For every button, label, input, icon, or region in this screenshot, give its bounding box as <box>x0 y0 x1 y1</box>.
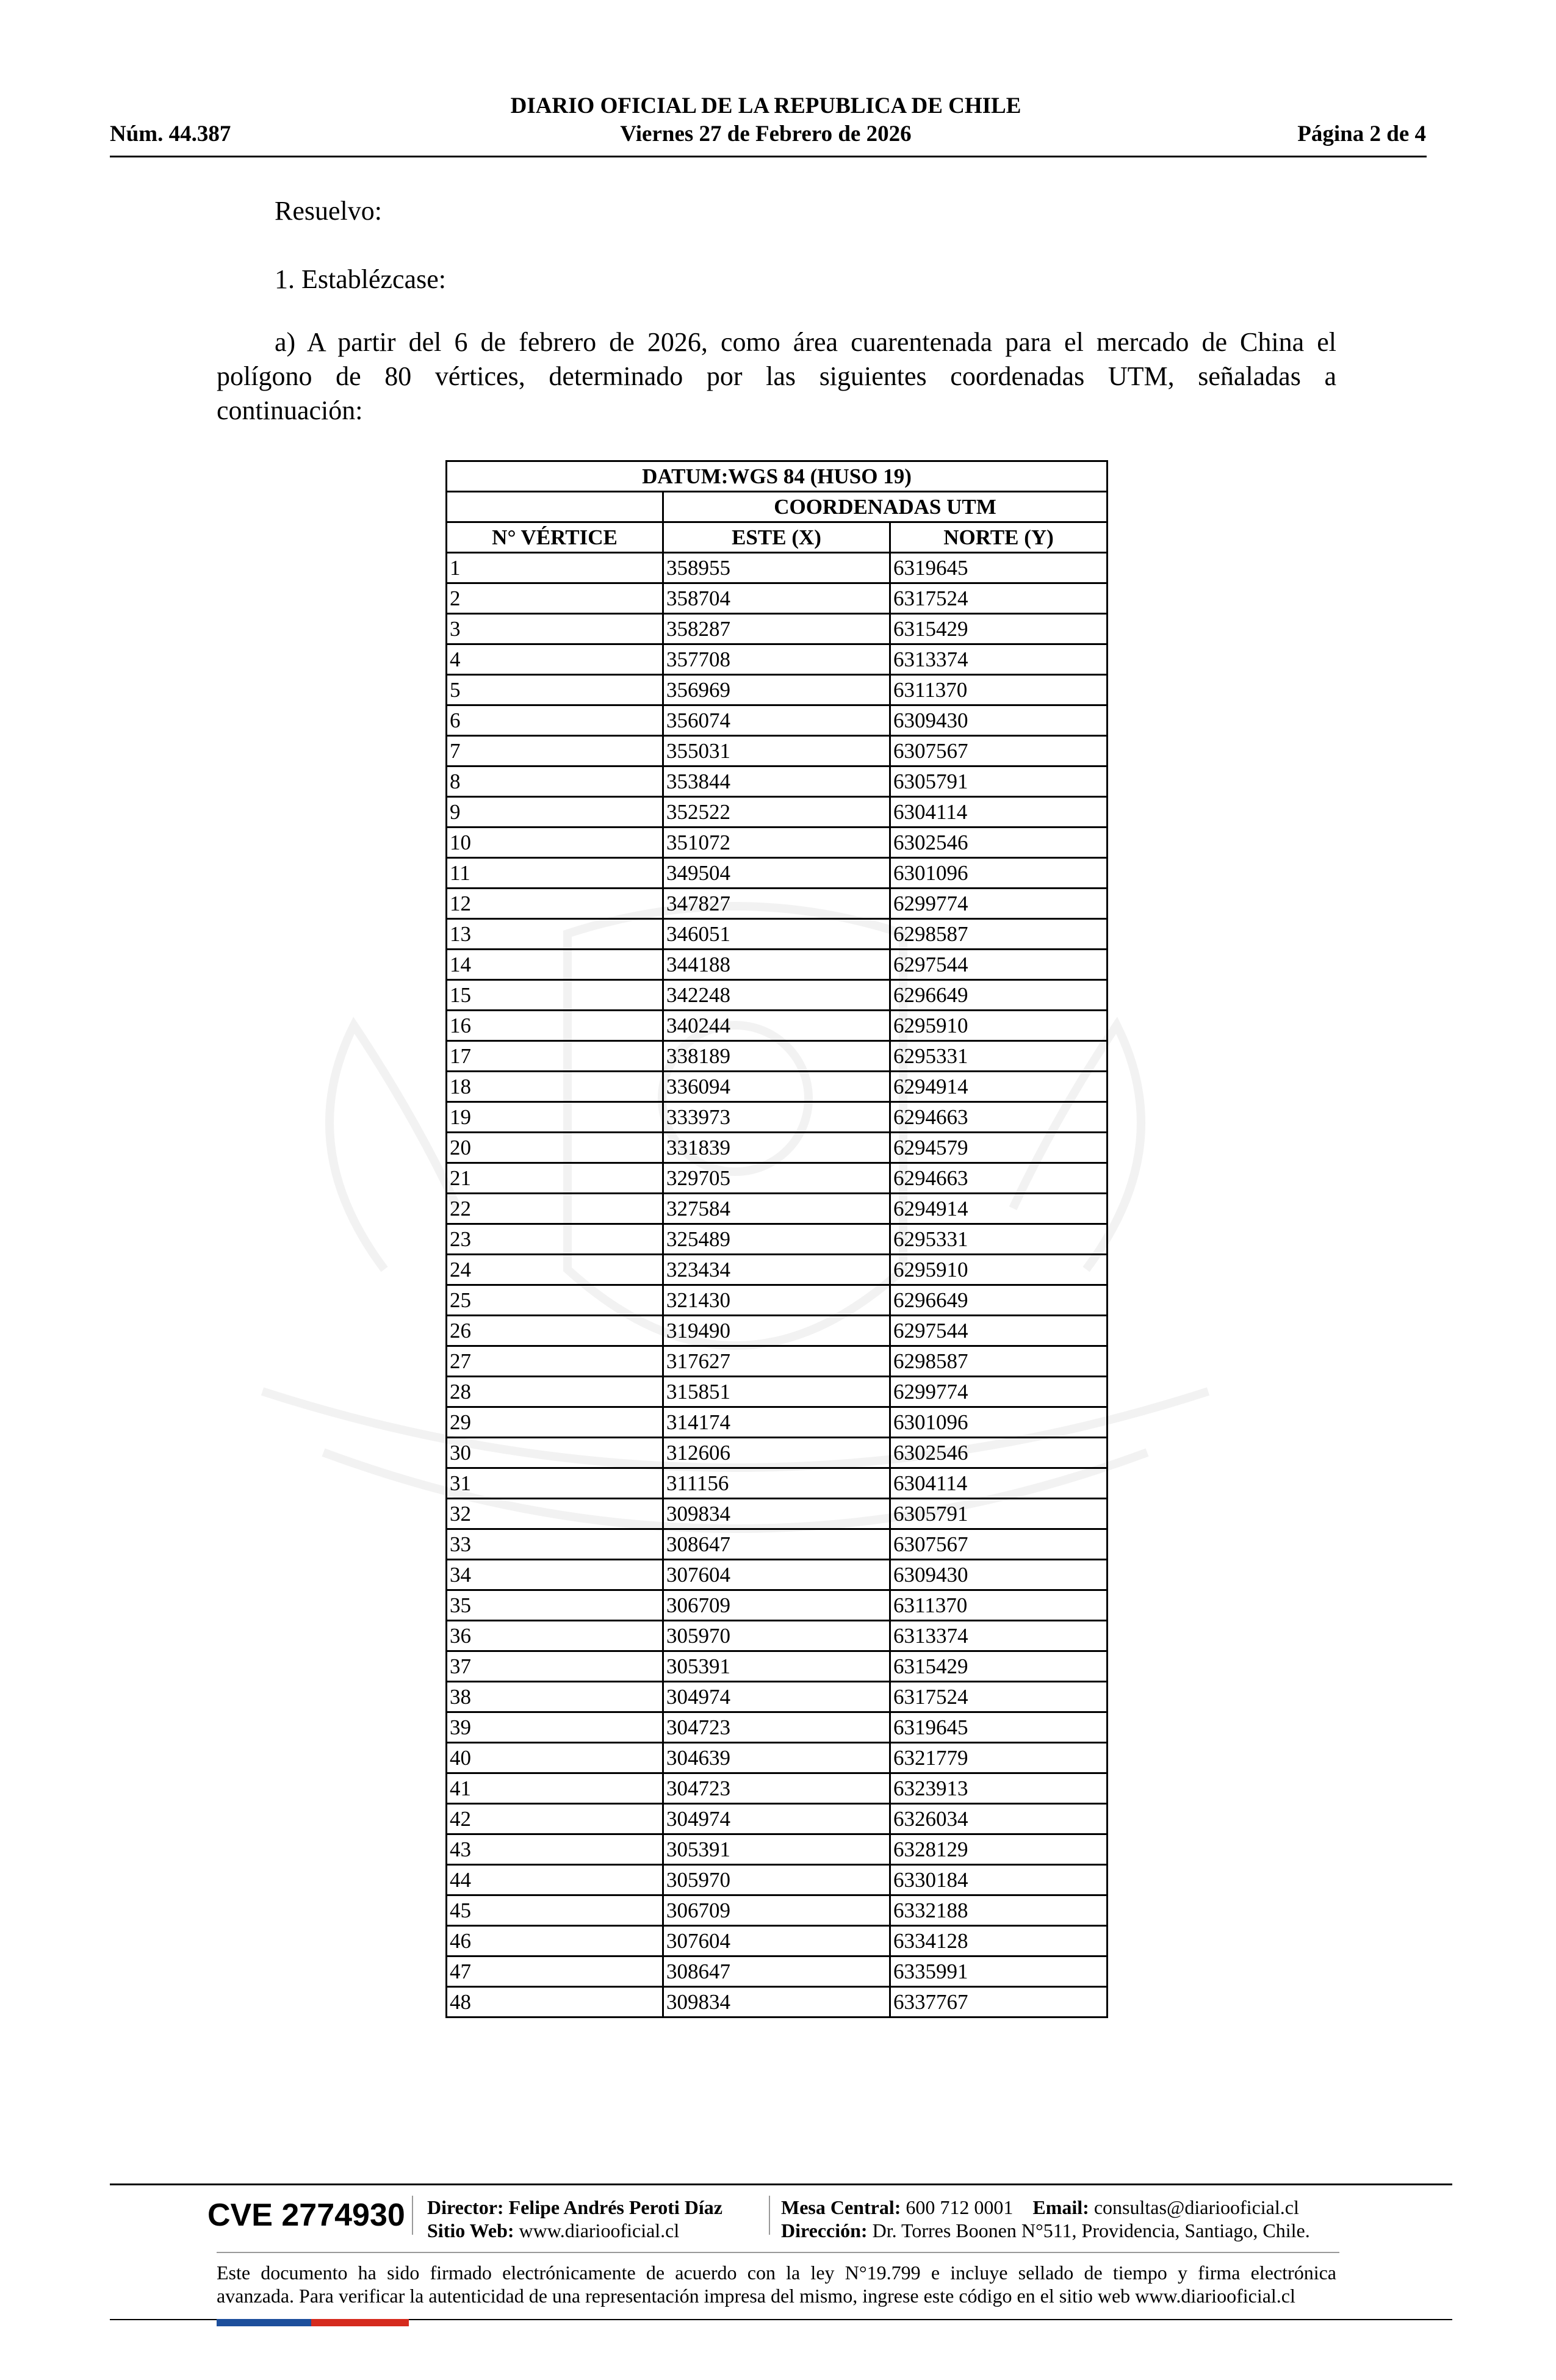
este-cell: 327584 <box>663 1194 890 1224</box>
table-row <box>447 766 1108 797</box>
vertex-cell: 7 <box>447 736 663 766</box>
norte-cell: 6311370 <box>890 1590 1108 1621</box>
vertex-cell: 34 <box>447 1560 663 1590</box>
este-cell: 355031 <box>663 736 890 766</box>
footer-separator <box>412 2196 413 2235</box>
este-cell: 305970 <box>663 1865 890 1895</box>
este-cell: 336094 <box>663 1072 890 1102</box>
table-row <box>447 1316 1108 1346</box>
table-row <box>447 1011 1108 1041</box>
table-row <box>447 797 1108 828</box>
este-cell: 305391 <box>663 1651 890 1682</box>
este-cell: 356074 <box>663 705 890 736</box>
notice-line: Este documento ha sido firmado electrónicamente de acuerdo con la ley N°19.799 e incluye sellado de tiempo y firma electrónica <box>217 2262 1336 2284</box>
norte-cell: 6295331 <box>890 1041 1108 1072</box>
table-row <box>447 553 1108 583</box>
vertex-cell: 17 <box>447 1041 663 1072</box>
este-cell: 352522 <box>663 797 890 828</box>
paragraph-line: continuación: <box>217 395 363 425</box>
norte-cell: 6337767 <box>890 1987 1108 2018</box>
vertex-cell: 36 <box>447 1621 663 1651</box>
vertex-cell: 2 <box>447 583 663 614</box>
vertex-cell: 31 <box>447 1468 663 1499</box>
vertex-cell: 26 <box>447 1316 663 1346</box>
table-row <box>447 583 1108 614</box>
norte-cell: 6305791 <box>890 1499 1108 1529</box>
este-cell: 333973 <box>663 1102 890 1133</box>
utm-group-header: COORDENADAS UTM <box>663 492 1108 522</box>
vertex-cell: 21 <box>447 1163 663 1194</box>
norte-cell: 6294914 <box>890 1194 1108 1224</box>
table-row <box>447 1224 1108 1255</box>
table-row <box>447 1194 1108 1224</box>
table-row <box>447 1987 1108 2018</box>
este-cell: 305391 <box>663 1834 890 1865</box>
norte-cell: 6301096 <box>890 1407 1108 1438</box>
table-row <box>447 1956 1108 1987</box>
vertex-cell: 4 <box>447 644 663 675</box>
este-column-header: ESTE (X) <box>663 522 890 553</box>
este-cell: 331839 <box>663 1133 890 1163</box>
este-cell: 319490 <box>663 1316 890 1346</box>
vertex-cell: 45 <box>447 1895 663 1926</box>
issue-date: Viernes 27 de Febrero de 2026 <box>620 121 912 146</box>
este-cell: 317627 <box>663 1346 890 1377</box>
table-row <box>447 858 1108 889</box>
table-row <box>447 980 1108 1011</box>
norte-cell: 6298587 <box>890 919 1108 950</box>
vertex-cell: 29 <box>447 1407 663 1438</box>
norte-cell: 6297544 <box>890 1316 1108 1346</box>
table-row <box>447 1773 1108 1804</box>
table-row <box>447 1560 1108 1590</box>
este-cell: 358287 <box>663 614 890 644</box>
footer-inner-divider <box>217 2252 1339 2253</box>
este-cell: 304974 <box>663 1682 890 1712</box>
vertex-cell: 14 <box>447 950 663 980</box>
norte-cell: 6332188 <box>890 1895 1108 1926</box>
table-row <box>447 1346 1108 1377</box>
vertex-cell: 18 <box>447 1072 663 1102</box>
norte-cell: 6302546 <box>890 828 1108 858</box>
table-row <box>447 828 1108 858</box>
table-row <box>447 1865 1108 1895</box>
table-row <box>447 675 1108 705</box>
vertex-cell: 41 <box>447 1773 663 1804</box>
este-cell: 304723 <box>663 1773 890 1804</box>
norte-cell: 6298587 <box>890 1346 1108 1377</box>
table-row <box>447 950 1108 980</box>
vertex-cell: 46 <box>447 1926 663 1956</box>
table-row <box>447 1804 1108 1834</box>
signature-notice <box>217 2261 1336 2307</box>
este-cell: 351072 <box>663 828 890 858</box>
este-cell: 311156 <box>663 1468 890 1499</box>
vertex-cell: 42 <box>447 1804 663 1834</box>
table-row <box>447 1285 1108 1316</box>
table-row <box>447 1682 1108 1712</box>
table-row <box>447 919 1108 950</box>
vertex-cell: 48 <box>447 1987 663 2018</box>
vertex-cell: 1 <box>447 553 663 583</box>
este-cell: 321430 <box>663 1285 890 1316</box>
norte-cell: 6295910 <box>890 1011 1108 1041</box>
norte-cell: 6294914 <box>890 1072 1108 1102</box>
este-cell: 307604 <box>663 1926 890 1956</box>
footer-contact-block <box>781 2196 1310 2242</box>
este-cell: 307604 <box>663 1560 890 1590</box>
este-cell: 357708 <box>663 644 890 675</box>
table-row <box>447 1438 1108 1468</box>
table-row <box>447 1072 1108 1102</box>
blank-header-cell <box>447 492 663 522</box>
table-row <box>447 736 1108 766</box>
vertex-cell: 24 <box>447 1255 663 1285</box>
resolution-paragraph <box>217 325 1336 428</box>
email-link[interactable]: consultas@diariooficial.cl <box>1093 2196 1299 2218</box>
vertex-cell: 20 <box>447 1133 663 1163</box>
table-row <box>447 1133 1108 1163</box>
este-cell: 356969 <box>663 675 890 705</box>
este-cell: 315851 <box>663 1377 890 1407</box>
este-cell: 329705 <box>663 1163 890 1194</box>
address-value: Dr. Torres Boonen N°511, Providencia, Santiago, Chile. <box>872 2220 1310 2241</box>
vertex-cell: 33 <box>447 1529 663 1560</box>
norte-cell: 6294663 <box>890 1163 1108 1194</box>
vertex-cell: 38 <box>447 1682 663 1712</box>
table-row <box>447 1255 1108 1285</box>
table-row <box>447 1621 1108 1651</box>
este-cell: 309834 <box>663 1987 890 2018</box>
norte-cell: 6313374 <box>890 1621 1108 1651</box>
vertex-cell: 3 <box>447 614 663 644</box>
vertex-cell: 32 <box>447 1499 663 1529</box>
datum-header: DATUM:WGS 84 (HUSO 19) <box>447 461 1108 492</box>
este-cell: 304639 <box>663 1743 890 1773</box>
norte-cell: 6307567 <box>890 736 1108 766</box>
table-row <box>447 1743 1108 1773</box>
notice-line: avanzada. Para verificar la autenticidad de una representación impresa del mismo, ingrese este código en el sitio web www.diariooficial.cl <box>217 2285 1295 2307</box>
director-name: Felipe Andrés Peroti Díaz <box>508 2196 722 2218</box>
site-link[interactable]: www.diariooficial.cl <box>519 2220 680 2241</box>
vertex-cell: 39 <box>447 1712 663 1743</box>
este-cell: 325489 <box>663 1224 890 1255</box>
este-cell: 305970 <box>663 1621 890 1651</box>
este-cell: 306709 <box>663 1590 890 1621</box>
norte-cell: 6304114 <box>890 797 1108 828</box>
este-cell: 338189 <box>663 1041 890 1072</box>
este-cell: 342248 <box>663 980 890 1011</box>
address-label: Dirección: <box>781 2220 868 2241</box>
norte-cell: 6296649 <box>890 980 1108 1011</box>
vertex-cell: 22 <box>447 1194 663 1224</box>
norte-cell: 6299774 <box>890 889 1108 919</box>
este-cell: 353844 <box>663 766 890 797</box>
norte-cell: 6297544 <box>890 950 1108 980</box>
este-cell: 340244 <box>663 1011 890 1041</box>
este-cell: 306709 <box>663 1895 890 1926</box>
vertex-cell: 27 <box>447 1346 663 1377</box>
este-cell: 304974 <box>663 1804 890 1834</box>
vertex-cell: 47 <box>447 1956 663 1987</box>
norte-cell: 6334128 <box>890 1926 1108 1956</box>
vertex-cell: 44 <box>447 1865 663 1895</box>
vertex-cell: 9 <box>447 797 663 828</box>
norte-cell: 6304114 <box>890 1468 1108 1499</box>
table-row <box>447 1499 1108 1529</box>
vertex-cell: 5 <box>447 675 663 705</box>
vertex-cell: 43 <box>447 1834 663 1865</box>
vertex-cell: 40 <box>447 1743 663 1773</box>
table-row <box>447 1834 1108 1865</box>
norte-cell: 6319645 <box>890 553 1108 583</box>
norte-cell: 6313374 <box>890 644 1108 675</box>
norte-cell: 6305791 <box>890 766 1108 797</box>
norte-cell: 6326034 <box>890 1804 1108 1834</box>
norte-cell: 6295331 <box>890 1224 1108 1255</box>
establezcase-heading: 1. Establézcase: <box>275 264 446 294</box>
newspaper-title: DIARIO OFICIAL DE LA REPUBLICA DE CHILE <box>510 93 1021 118</box>
norte-cell: 6299774 <box>890 1377 1108 1407</box>
mesa-label: Mesa Central: <box>781 2196 901 2218</box>
norte-cell: 6301096 <box>890 858 1108 889</box>
resuelvo-heading: Resuelvo: <box>275 196 382 226</box>
norte-cell: 6319645 <box>890 1712 1108 1743</box>
footer-separator <box>769 2196 770 2235</box>
table-body <box>447 553 1108 2018</box>
este-cell: 358704 <box>663 583 890 614</box>
norte-cell: 6328129 <box>890 1834 1108 1865</box>
table-row <box>447 1529 1108 1560</box>
norte-cell: 6315429 <box>890 1651 1108 1682</box>
table-row <box>447 1590 1108 1621</box>
page-indicator: Página 2 de 4 <box>1297 121 1426 146</box>
vertex-cell: 6 <box>447 705 663 736</box>
director-label: Director: <box>427 2196 504 2218</box>
vertex-cell: 10 <box>447 828 663 858</box>
norte-cell: 6311370 <box>890 675 1108 705</box>
vertex-cell: 28 <box>447 1377 663 1407</box>
table-row <box>447 1712 1108 1743</box>
email-label: Email: <box>1032 2196 1089 2218</box>
utm-coordinates-table <box>445 460 1108 2018</box>
vertex-column-header: N° VÉRTICE <box>447 522 663 553</box>
norte-cell: 6321779 <box>890 1743 1108 1773</box>
norte-cell: 6294663 <box>890 1102 1108 1133</box>
este-cell: 314174 <box>663 1407 890 1438</box>
vertex-cell: 37 <box>447 1651 663 1682</box>
este-cell: 309834 <box>663 1499 890 1529</box>
norte-cell: 6295910 <box>890 1255 1108 1285</box>
site-label: Sitio Web: <box>427 2220 514 2241</box>
este-cell: 308647 <box>663 1529 890 1560</box>
table-row <box>447 644 1108 675</box>
vertex-cell: 13 <box>447 919 663 950</box>
header-divider <box>110 156 1427 157</box>
norte-cell: 6317524 <box>890 1682 1108 1712</box>
este-cell: 349504 <box>663 858 890 889</box>
table-row <box>447 1926 1108 1956</box>
cve-code: CVE 2774930 <box>207 2198 405 2233</box>
este-cell: 358955 <box>663 553 890 583</box>
table-row <box>447 1895 1108 1926</box>
footer-divider <box>110 2183 1452 2185</box>
norte-cell: 6307567 <box>890 1529 1108 1560</box>
norte-cell: 6309430 <box>890 1560 1108 1590</box>
norte-cell: 6335991 <box>890 1956 1108 1987</box>
vertex-cell: 30 <box>447 1438 663 1468</box>
vertex-cell: 16 <box>447 1011 663 1041</box>
norte-cell: 6296649 <box>890 1285 1108 1316</box>
table-row <box>447 1468 1108 1499</box>
este-cell: 346051 <box>663 919 890 950</box>
norte-cell: 6323913 <box>890 1773 1108 1804</box>
vertex-cell: 25 <box>447 1285 663 1316</box>
norte-cell: 6330184 <box>890 1865 1108 1895</box>
vertex-cell: 8 <box>447 766 663 797</box>
issue-number: Núm. 44.387 <box>110 121 231 146</box>
norte-cell: 6315429 <box>890 614 1108 644</box>
vertex-cell: 19 <box>447 1102 663 1133</box>
mesa-phone: 600 712 0001 <box>906 2196 1014 2218</box>
este-cell: 304723 <box>663 1712 890 1743</box>
norte-cell: 6302546 <box>890 1438 1108 1468</box>
vertex-cell: 11 <box>447 858 663 889</box>
table-row <box>447 1377 1108 1407</box>
paragraph-line: polígono de 80 vértices, determinado por las siguientes coordenadas UTM, señaladas a <box>217 361 1336 391</box>
vertex-cell: 23 <box>447 1224 663 1255</box>
paragraph-line: a) A partir del 6 de febrero de 2026, como área cuarentenada para el mercado de China el <box>275 327 1336 357</box>
footer-director-block <box>427 2196 722 2242</box>
norte-cell: 6317524 <box>890 583 1108 614</box>
este-cell: 323434 <box>663 1255 890 1285</box>
table-row <box>447 614 1108 644</box>
table-row <box>447 1651 1108 1682</box>
vertex-cell: 15 <box>447 980 663 1011</box>
flag-stripe-red <box>311 2319 409 2326</box>
flag-stripe-blue <box>217 2319 311 2326</box>
norte-cell: 6309430 <box>890 705 1108 736</box>
este-cell: 344188 <box>663 950 890 980</box>
table-row <box>447 1407 1108 1438</box>
este-cell: 347827 <box>663 889 890 919</box>
norte-cell: 6294579 <box>890 1133 1108 1163</box>
table-row <box>447 705 1108 736</box>
table-row <box>447 1163 1108 1194</box>
vertex-cell: 35 <box>447 1590 663 1621</box>
norte-column-header: NORTE (Y) <box>890 522 1108 553</box>
este-cell: 312606 <box>663 1438 890 1468</box>
table-row <box>447 1041 1108 1072</box>
vertex-cell: 12 <box>447 889 663 919</box>
este-cell: 308647 <box>663 1956 890 1987</box>
table-row <box>447 1102 1108 1133</box>
table-row <box>447 889 1108 919</box>
